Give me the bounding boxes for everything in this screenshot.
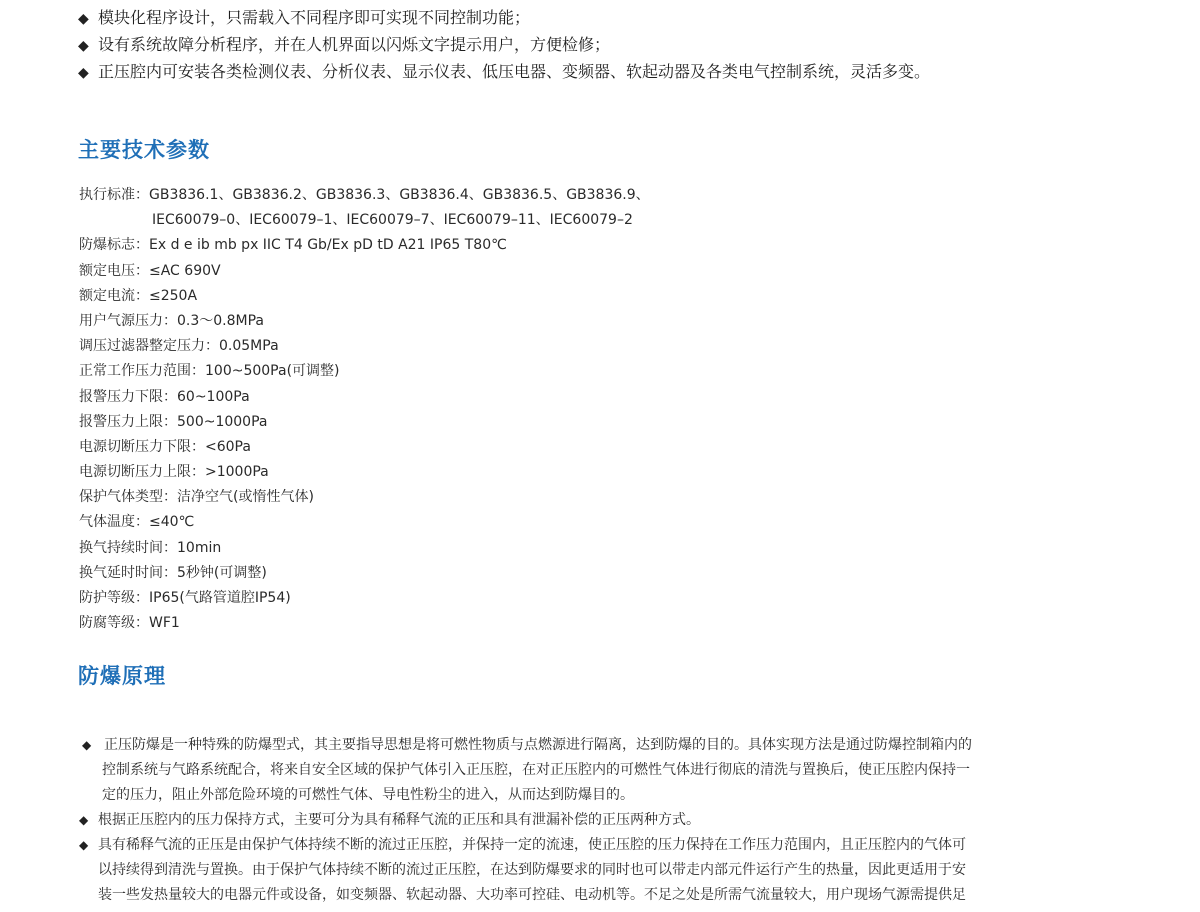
principle-paragraph [82,733,1002,808]
spec-row: 保护气体类型：洁净空气(或惰性气体) [79,489,314,506]
feature-item [78,4,1178,31]
feature-text: 设有系统故障分析程序，并在人机界面以闪烁文字提示用户，方便检修； [98,35,611,54]
paragraph-line: 正压防爆是一种特殊的防爆型式，其主要指导思想是将可燃性物质与点燃源进行隔离，达到防爆的目的。具体实现方法是通过防爆控制箱内的 [104,737,972,753]
principle-paragraph [79,808,1002,833]
spec-row: 调压过滤器整定压力：0.05MPa [79,338,279,355]
spec-row: 电源切断压力下限：<60Pa [79,438,251,455]
principle-body [79,733,1002,908]
spec-row: 换气持续时间：10min [79,539,222,556]
spec-row: 用户气源压力：0.3～0.8MPa [79,312,265,329]
diamond-bullet-icon: ◆ [78,38,89,54]
spec-row: 防爆标志：Ex d e ib mb px IIC T4 Gb/Ex pD tD A21 IP65 T80℃ [79,237,507,254]
principle-section-title: 防爆原理 [78,664,166,688]
spec-row: 气体温度：≤40℃ [79,514,195,531]
feature-list [78,4,1178,85]
diamond-bullet-icon: ◆ [79,838,89,852]
paragraph-line: 控制系统与气路系统配合，将来自安全区域的保护气体引入正压腔，在对正压腔内的可燃性气体进行彻底的清洗与置换后，使正压腔内保持一 [102,762,970,778]
feature-text: 正压腔内可安装各类检测仪表、分析仪表、显示仪表、低压电器、变频器、软起动器及各类电气控制系统，灵活多变。 [98,62,931,81]
paragraph-line: 定的压力，阻止外部危险环境的可燃性气体、导电性粉尘的进入，从而达到防爆目的。 [102,787,634,803]
spec-row-standard-continued: IEC60079–0、IEC60079–1、IEC60079–7、IEC60079–11、IEC60079–2 [152,212,633,229]
feature-text: 模块化程序设计，只需载入不同程序即可实现不同控制功能； [98,8,531,27]
paragraph-line: 以持续得到清洗与置换。由于保护气体持续不断的流过正压腔，在达到防爆要求的同时也可以带走内部元件运行产生的热量，因此更适用于安 [98,862,966,878]
spec-row: 额定电压：≤AC 690V [79,262,221,279]
spec-row: 报警压力下限：60~100Pa [79,388,250,405]
principle-paragraph [79,833,1002,908]
diamond-bullet-icon: ◆ [79,813,89,827]
paragraph-line: 根据正压腔内的压力保持方式，主要可分为具有稀释气流的正压和具有泄漏补偿的正压两种方式。 [98,812,700,828]
spec-row: 额定电流：≤250A [79,287,198,304]
spec-row: 电源切断压力上限：>1000Pa [79,464,269,481]
spec-row-standard: 执行标准：GB3836.1、GB3836.2、GB3836.3、GB3836.4、GB3836.5、GB3836.9、 [79,187,650,203]
spec-row: 正常工作压力范围：100~500Pa(可调整) [79,363,340,380]
paragraph-line: 具有稀释气流的正压是由保护气体持续不断的流过正压腔，并保持一定的流速，使正压腔的压力保持在工作压力范围内，且正压腔内的气体可 [98,837,966,853]
diamond-bullet-icon: ◆ [78,65,89,81]
spec-row: 换气延时时间：5秒钟(可调整) [79,564,267,581]
paragraph-line: 装一些发热量较大的电器元件或设备，如变频器、软起动器、大功率可控硅、电动机等。不足之处是所需气流量较大，用户现场气源需提供足 [98,887,966,903]
spec-row: 报警压力上限：500~1000Pa [79,413,268,430]
feature-item [78,58,1178,85]
diamond-bullet-icon: ◆ [78,11,89,27]
spec-row: 防护等级：IP65(气路管道腔IP54) [79,590,291,606]
spec-row: 防腐等级：WF1 [79,615,180,632]
specs-list [79,183,879,636]
specs-section-title: 主要技术参数 [78,138,210,162]
diamond-bullet-icon: ◆ [82,738,92,752]
feature-item [78,31,1178,58]
